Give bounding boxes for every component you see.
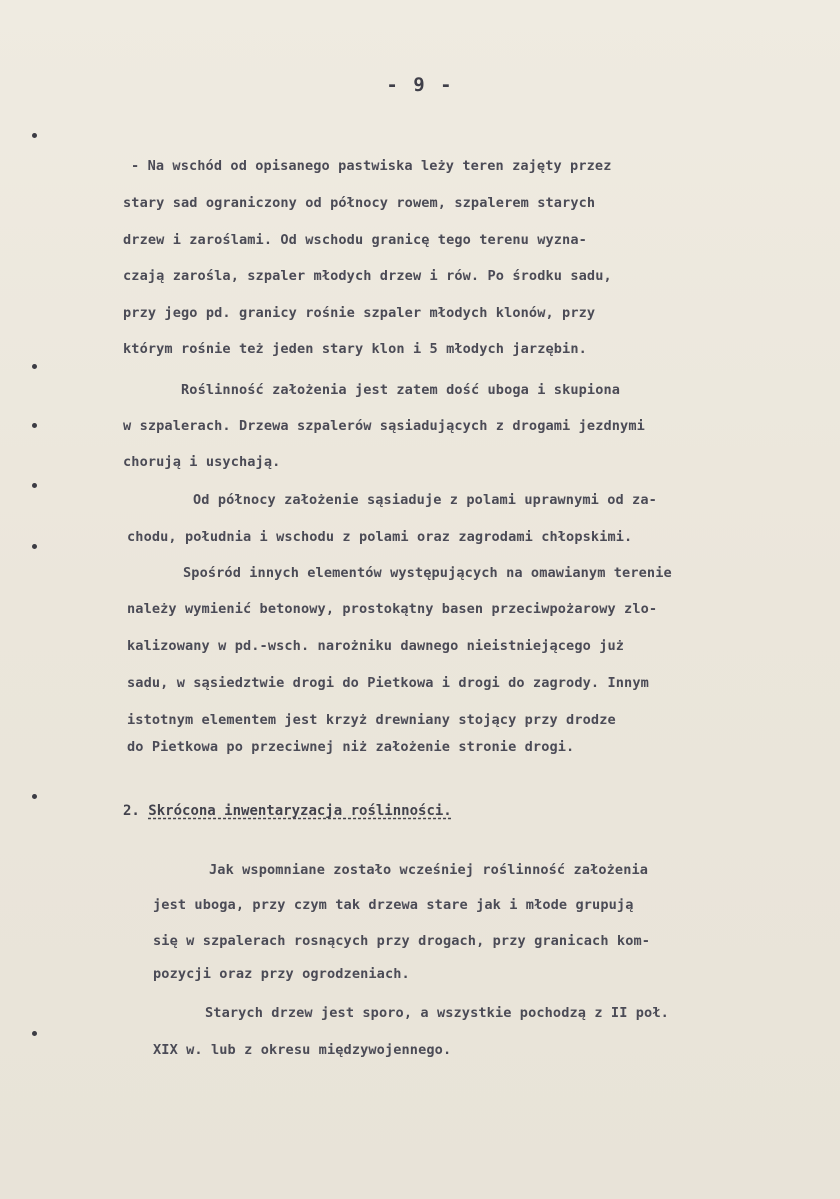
text-line: sadu, w sąsiedztwie drogi do Pietkowa i drogi do zagrody. Innym — [127, 675, 649, 691]
text-line: stary sad ograniczony od północy rowem, szpalerem starych — [123, 195, 596, 211]
text-line: pozycji oraz przy ogrodzeniach. — [153, 966, 410, 982]
text-line: w szpalerach. Drzewa szpalerów sąsiadujących z drogami jezdnymi — [123, 418, 645, 434]
text-line: Spośród innych elementów występujących na omawianym terenie — [183, 565, 672, 581]
text-line: - Na wschód od opisanego pastwiska leży teren zajęty przez — [131, 158, 612, 174]
text-line: do Pietkowa po przeciwnej niż założenie stronie drogi. — [127, 739, 575, 755]
text-line: Starych drzew jest sporo, a wszystkie pochodzą z II poł. — [205, 1005, 669, 1021]
punch-hole-mark — [32, 544, 37, 549]
text-line: Od północy założenie sąsiaduje z polami uprawnymi od za- — [193, 492, 657, 508]
text-line: którym rośnie też jeden stary klon i 5 młodych jarzębin. — [123, 341, 587, 357]
section-number: 2. — [123, 803, 140, 819]
text-line: się w szpalerach rosnących przy drogach, przy granicach kom- — [153, 933, 651, 949]
text-line: kalizowany w pd.-wsch. narożniku dawnego nieistniejącego już — [127, 638, 625, 654]
text-line: jest uboga, przy czym tak drzewa stare jak i młode grupują — [153, 897, 634, 913]
text-line: istotnym elementem jest krzyż drewniany stojący przy drodze — [127, 712, 616, 728]
text-line: drzew i zaroślami. Od wschodu granicę tego terenu wyzna- — [123, 232, 587, 248]
section-title: Skrócona inwentaryzacja roślinności. — [148, 803, 452, 819]
punch-hole-mark — [32, 133, 37, 138]
punch-hole-mark — [32, 1031, 37, 1036]
punch-hole-mark — [32, 423, 37, 428]
text-line: przy jego pd. granicy rośnie szpaler młodych klonów, przy — [123, 305, 596, 321]
text-line: należy wymienić betonowy, prostokątny basen przeciwpożarowy zlo- — [127, 601, 658, 617]
text-line: XIX w. lub z okresu międzywojennego. — [153, 1042, 452, 1058]
section-heading — [123, 803, 452, 819]
text-line: Jak wspomniane zostało wcześniej roślinność założenia — [209, 862, 649, 878]
punch-hole-mark — [32, 483, 37, 488]
text-line: chodu, południa i wschodu z polami oraz zagrodami chłopskimi. — [127, 529, 633, 545]
page-number: - 9 - — [386, 74, 454, 96]
punch-hole-mark — [32, 364, 37, 369]
text-line: Roślinność założenia jest zatem dość uboga i skupiona — [181, 382, 621, 398]
text-line: chorują i usychają. — [123, 454, 281, 470]
text-line: czają zarośla, szpaler młodych drzew i rów. Po środku sadu, — [123, 268, 612, 284]
punch-hole-mark — [32, 794, 37, 799]
